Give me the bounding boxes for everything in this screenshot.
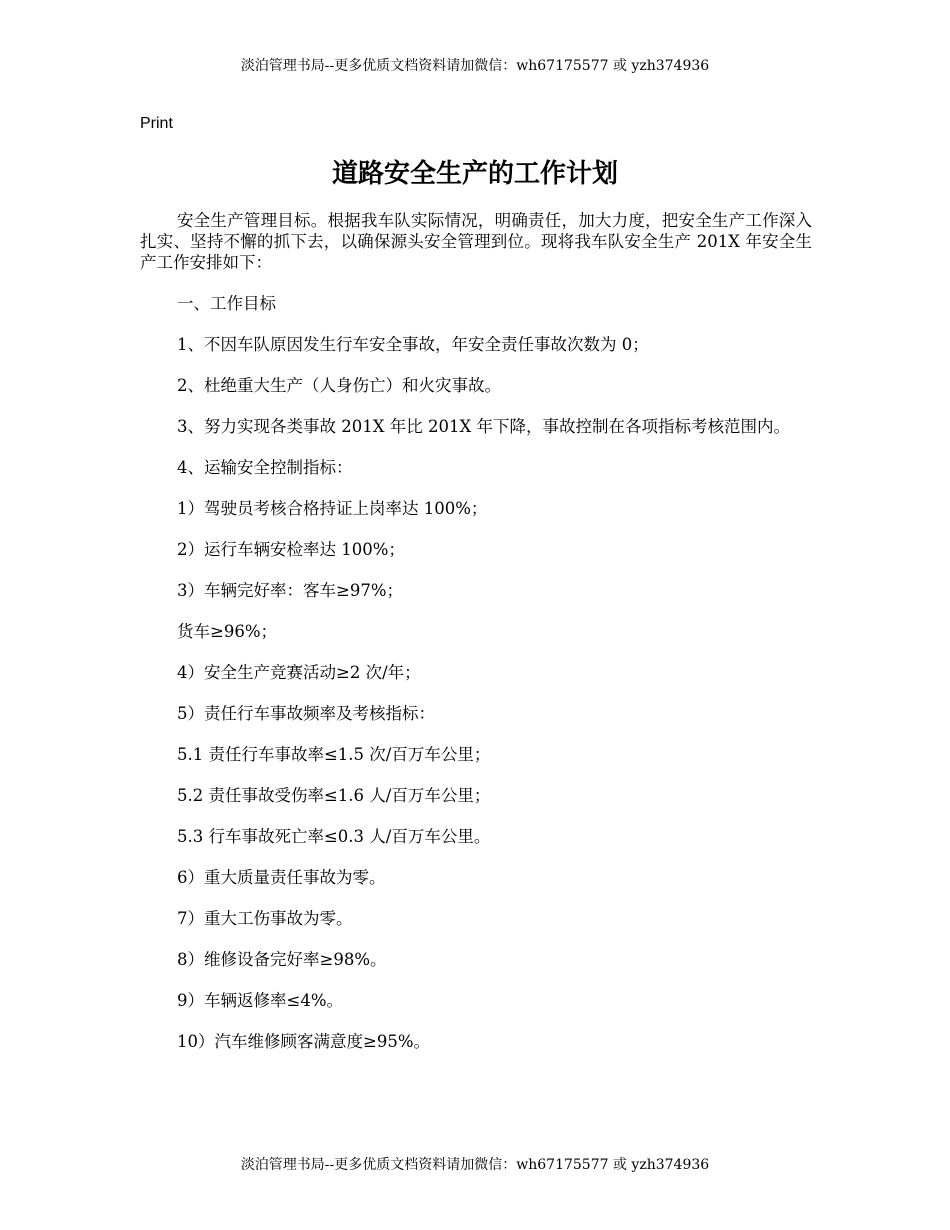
indicator-item-8: 8）维修设备完好率≥98%。	[177, 950, 387, 969]
goal-item-1: 1、不因车队原因发生行车安全事故，年安全责任事故次数为 0；	[177, 335, 649, 354]
indicator-item-1: 1）驾驶员考核合格持证上岗率达 100%；	[177, 499, 488, 518]
indicator-item-5-2: 5.2 责任事故受伤率≤1.6 人/百万车公里；	[177, 786, 491, 805]
section-heading-work-goals: 一、工作目标	[177, 294, 276, 313]
intro-paragraph: 安全生产管理目标。根据我车队实际情况，明确责任，加大力度，把安全生产工作深入扎实、坚持不懈的抓下去，以确保源头安全管理到位。现将我车队安全生产 201X 年安全生产工作安排如下：	[140, 211, 812, 272]
document-title: 道路安全生产的工作计划	[331, 159, 618, 189]
indicator-item-3-truck: 货车≥96%；	[177, 622, 277, 641]
document-body	[140, 210, 812, 1052]
goal-item-4: 4、运输安全控制指标：	[177, 458, 353, 477]
indicator-item-5: 5）责任行车事故频率及考核指标：	[177, 704, 435, 723]
goal-item-2: 2、杜绝重大生产（人身伤亡）和火灾事故。	[177, 376, 501, 395]
page-footer-note: 淡泊管理书局--更多优质文档资料请加微信：wh67175577 或 yzh374936	[240, 1157, 710, 1173]
indicator-item-4: 4）安全生产竞赛活动≥2 次/年；	[177, 663, 421, 682]
indicator-item-2: 2）运行车辆安检率达 100%；	[177, 540, 405, 559]
indicator-item-5-1: 5.1 责任行车事故率≤1.5 次/百万车公里；	[177, 745, 491, 764]
indicator-item-7: 7）重大工伤事故为零。	[177, 909, 353, 928]
indicator-item-3: 3）车辆完好率：客车≥97%；	[177, 581, 403, 600]
page-header-note: 淡泊管理书局--更多优质文档资料请加微信：wh67175577 或 yzh374936	[240, 58, 710, 74]
indicator-item-9: 9）车辆返修率≤4%。	[177, 991, 343, 1010]
goal-item-3: 3、努力实现各类事故 201X 年比 201X 年下降，事故控制在各项指标考核范围内。	[177, 417, 790, 436]
print-label: Print	[140, 115, 173, 132]
indicator-item-6: 6）重大质量责任事故为零。	[177, 868, 386, 887]
indicator-item-5-3: 5.3 行车事故死亡率≤0.3 人/百万车公里。	[177, 827, 491, 846]
indicator-item-10: 10）汽车维修顾客满意度≥95%。	[177, 1032, 430, 1051]
